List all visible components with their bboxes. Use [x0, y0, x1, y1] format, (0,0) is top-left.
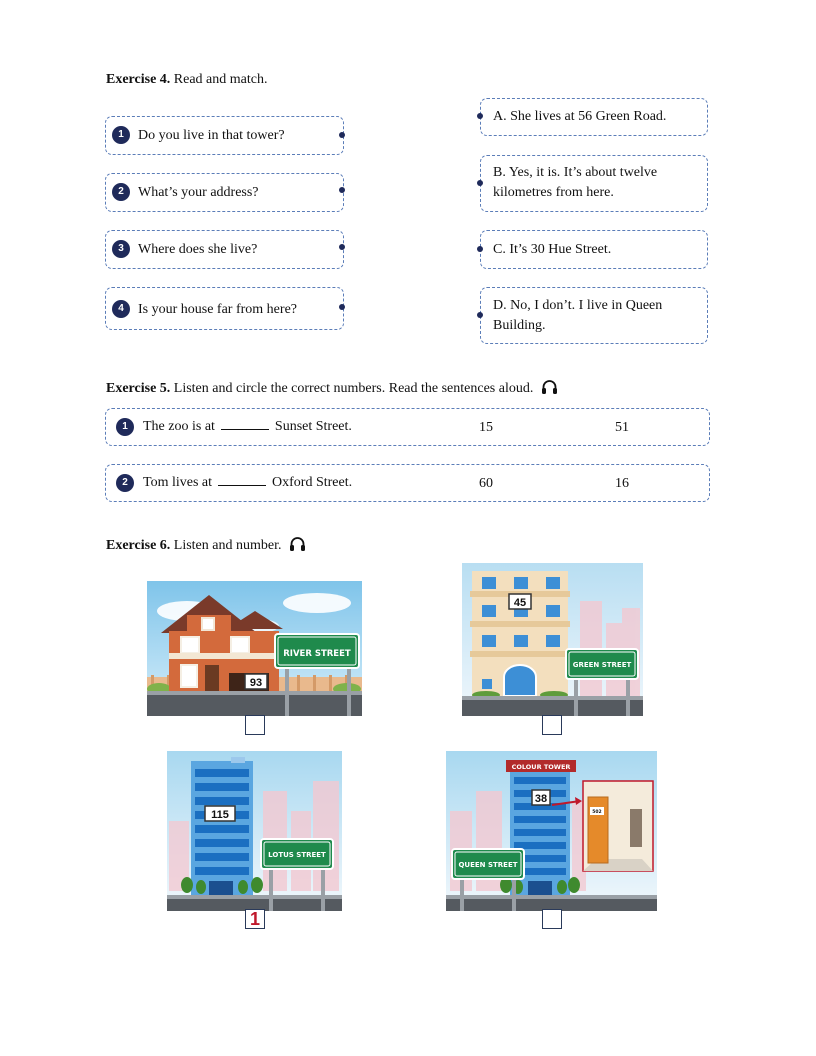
number-option[interactable]: 51: [615, 420, 629, 435]
match-dot-c[interactable]: [477, 246, 483, 252]
answer-text: B. Yes, it is. It’s about twelve kilometres from here.: [493, 165, 658, 200]
sentence-box-1: [105, 408, 710, 446]
answer-text: A. She lives at 56 Green Road.: [493, 109, 667, 124]
exercise-5-instruction: Listen and circle the correct numbers. Read the sentences aloud.: [173, 381, 534, 396]
answer-box-c: [480, 230, 708, 269]
building-number: 45: [513, 597, 527, 609]
sentence-after: Sunset Street.: [274, 419, 352, 434]
exercise-6-heading: [106, 536, 306, 554]
answer-box-picture-3[interactable]: 1: [245, 909, 265, 929]
match-dot-d[interactable]: [477, 312, 483, 318]
tower-name-label: COLOUR TOWER: [511, 763, 571, 771]
sentence-box-2: [105, 464, 710, 502]
number-option[interactable]: 16: [615, 476, 629, 491]
street-sign-label: RIVER STREET: [283, 649, 351, 659]
exercise-4-instruction: Read and match.: [173, 72, 268, 87]
question-text: Is your house far from here?: [138, 302, 297, 317]
exercise-4-heading: [106, 72, 267, 88]
answer-text: C. It’s 30 Hue Street.: [493, 242, 612, 257]
match-dot-q3[interactable]: [339, 244, 345, 250]
street-sign-label: LOTUS STREET: [268, 851, 326, 859]
answer-box-picture-2[interactable]: [542, 715, 562, 735]
sentence-text: [143, 473, 352, 493]
exercise-4-title: Exercise 4.: [106, 72, 171, 87]
exercise-6-title: Exercise 6.: [106, 538, 171, 553]
sentence-after: Oxford Street.: [272, 475, 353, 490]
picture-building-green-street: [462, 563, 643, 716]
picture-tower-lotus-street: [167, 751, 342, 911]
match-dot-a[interactable]: [477, 113, 483, 119]
question-number-badge: 4: [112, 300, 130, 318]
match-dot-q2[interactable]: [339, 187, 345, 193]
answer-box-picture-4[interactable]: [542, 909, 562, 929]
headphones-icon: [289, 536, 306, 552]
question-box-1: [105, 116, 344, 155]
question-text: Where does she live?: [138, 242, 258, 257]
tower-number: 38: [534, 793, 548, 805]
sentence-number-badge: 1: [116, 418, 134, 436]
street-sign-label: QUEEN STREET: [458, 861, 518, 869]
picture-house-river-street: [147, 581, 362, 716]
match-dot-q1[interactable]: [339, 132, 345, 138]
door-number: 502: [592, 810, 602, 815]
answer-text: D. No, I don’t. I live in Queen Building.: [493, 298, 663, 333]
picture-colour-tower-queen-street: [446, 751, 657, 911]
exercise-5-title: Exercise 5.: [106, 381, 171, 396]
house-number: 93: [249, 677, 263, 689]
question-number-badge: 1: [112, 126, 130, 144]
number-option[interactable]: 60: [479, 476, 493, 491]
answer-box-a: [480, 98, 708, 136]
sentence-number-badge: 2: [116, 474, 134, 492]
sentence-before: Tom lives at: [143, 475, 213, 490]
question-text: Do you live in that tower?: [138, 128, 285, 143]
answer-box-b: [480, 155, 708, 212]
headphones-icon: [541, 379, 558, 395]
street-sign-label: GREEN STREET: [572, 661, 632, 669]
match-dot-q4[interactable]: [339, 304, 345, 310]
question-box-4: [105, 287, 344, 330]
exercise-6-instruction: Listen and number.: [173, 538, 282, 553]
answer-box-picture-1[interactable]: [245, 715, 265, 735]
question-box-3: [105, 230, 344, 269]
answer-blank: [218, 473, 266, 486]
question-number-badge: 3: [112, 240, 130, 258]
number-option[interactable]: 15: [479, 420, 493, 435]
tower-number: 115: [211, 809, 229, 821]
question-text: What’s your address?: [138, 185, 259, 200]
question-number-badge: 2: [112, 183, 130, 201]
match-dot-b[interactable]: [477, 180, 483, 186]
answer-box-d: [480, 287, 708, 344]
answer-blank: [221, 417, 269, 430]
question-box-2: [105, 173, 344, 212]
exercise-5-heading: [106, 379, 558, 397]
sentence-text: [143, 417, 352, 437]
sentence-before: The zoo is at: [143, 419, 215, 434]
